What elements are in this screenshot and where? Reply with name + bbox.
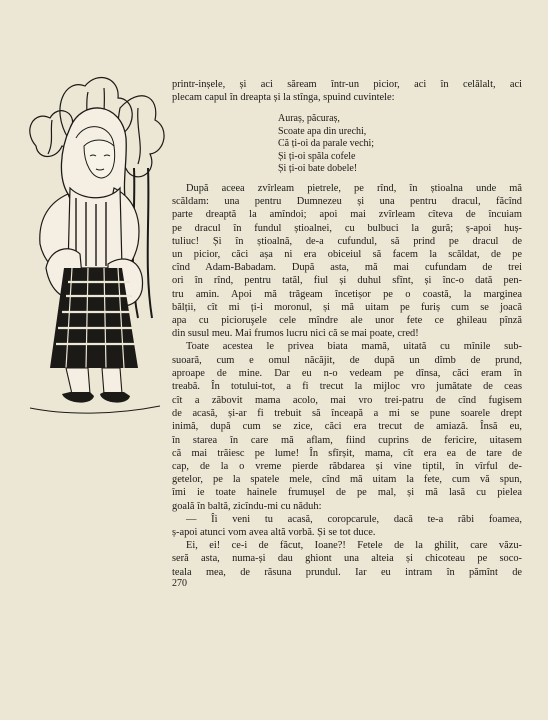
text-line: din susul meu. Mai frumos lucru nici că se mai poate, cred! (172, 328, 419, 340)
text-line: plecam capul în dreapta și la stînga, spuind cuvintele: (172, 92, 395, 104)
woman-with-headscarf-illustration (10, 68, 175, 428)
text-line: ori în rînd, pentru tatăl, fiul și duhul sfînt, și înc-o dată pen- (172, 275, 522, 287)
text-line: cît a zăbovit mama acolo, mai vro trei-patru de cînd fugisem (172, 395, 522, 406)
text-line: getelor, pe la spatele mele, cînd mă uitam la fete, cum vă spun, (172, 474, 522, 486)
poem-line: Și ți-oi spăla cofele (278, 150, 356, 162)
text-line: Toate acestea le privea biata mamă, uitată cu mînile sub- (186, 341, 522, 353)
text-line: în starea în care mă aflam, fiind cuprins de fericire, uitasem (172, 434, 522, 446)
text-line: bălții, cît mi ți-i moronul, și mă uitam pe furiș cum se joacă (172, 301, 522, 313)
text-line: seră asta, numa-și dau ghiont una alteia și chicoteau pe soco- (172, 553, 522, 565)
intro-text (172, 78, 522, 104)
dialogue-line: ș-apoi atunci vom avea altă vorbă. Și se tot duce. (172, 527, 376, 539)
text-line: cap, de la o vreme pierde răbdarea și vine tiptil, în vîrful de- (172, 461, 522, 473)
text-line: parte dreaptă la amîndoi; apoi mai zvîrleam cîteva de încuiam (172, 209, 522, 221)
text-line: tru amin. Apoi mă trăgeam încetișor pe o coastă, la marginea (172, 288, 522, 300)
text-line: suoară, cum e omul năcăjit, de după un dîmb de prund, (172, 354, 522, 366)
text-line: tuliuc! Și în știoalnă, de-a cufundul, să prind pe dracul de (172, 235, 522, 247)
text-line: pe dracul în fundul știoalnei, cu bulbuci la gură; ș-apoi huș- (172, 222, 522, 234)
text-line: cînd Adam-Babadam. După asta, mă mai cufundam de trei (172, 262, 522, 274)
dialogue-line: — Îi veni tu acasă, coropcarule, dacă te-a răbi foamea, (186, 513, 522, 525)
text-line: scăldam: una pentru Dumnezeu și una pentru dracul, făcînd (172, 196, 522, 208)
text-line: După aceea zvîrleam pietrele, pe rînd, în știoalna unde mă (186, 183, 522, 194)
text-line: aproape de mine. Dar eu n-o vedeam pe dînsa, căci eram în (172, 367, 522, 379)
paragraph-1 (172, 182, 522, 393)
poem-line: Scoate apa din urechi, (278, 125, 367, 137)
text-line: inimă, după cum se zice, căci era trecut de amiază. Însă eu, (172, 421, 522, 433)
page-number: 270 (172, 578, 187, 589)
text-line: un picior, căci așa ni era obiceiul să facem la scăldat, de pe (172, 249, 522, 261)
text-line: îmi ie toate hainele frumușel de pe mal, și mă lasă cu pielea (172, 487, 522, 499)
paragraph-2 (52, 394, 522, 579)
text-line: de acasă, și-ar fi trebuit să înceapă a mi se pune soarele drept (172, 408, 522, 420)
poem-line: Și ți-oi bate dobele! (278, 163, 358, 175)
text-line: Ei, ei! ce-i de făcut, Ioane?! Fetele de la ghilit, care văzu- (186, 540, 522, 552)
poem-line: Auraș, păcuraș, (278, 113, 340, 124)
text-line: goală în baltă, zicîndu-mi cu năduh: (172, 500, 322, 512)
text-line: treabă. În totului-tot, a fi trecut la mijloc vro jumătate de ceas (172, 381, 522, 393)
poem-line: Că ți-oi da parale vechi; (278, 138, 375, 150)
poem (278, 113, 374, 176)
text-line: apa cu picioruşele cele mîndre ale unor fete ce ghileau pînză (172, 315, 522, 327)
text-line: că mai trăiesc pe lume! În sfîrșit, mama, cît era ea de tare de (172, 447, 522, 459)
text-line: printr-inșele, și aci săream într-un picior, aci în celălalt, aci (172, 79, 522, 90)
text-line: teala mea, de răsuna prundul. Iar eu intram în pămînt de (172, 566, 522, 578)
